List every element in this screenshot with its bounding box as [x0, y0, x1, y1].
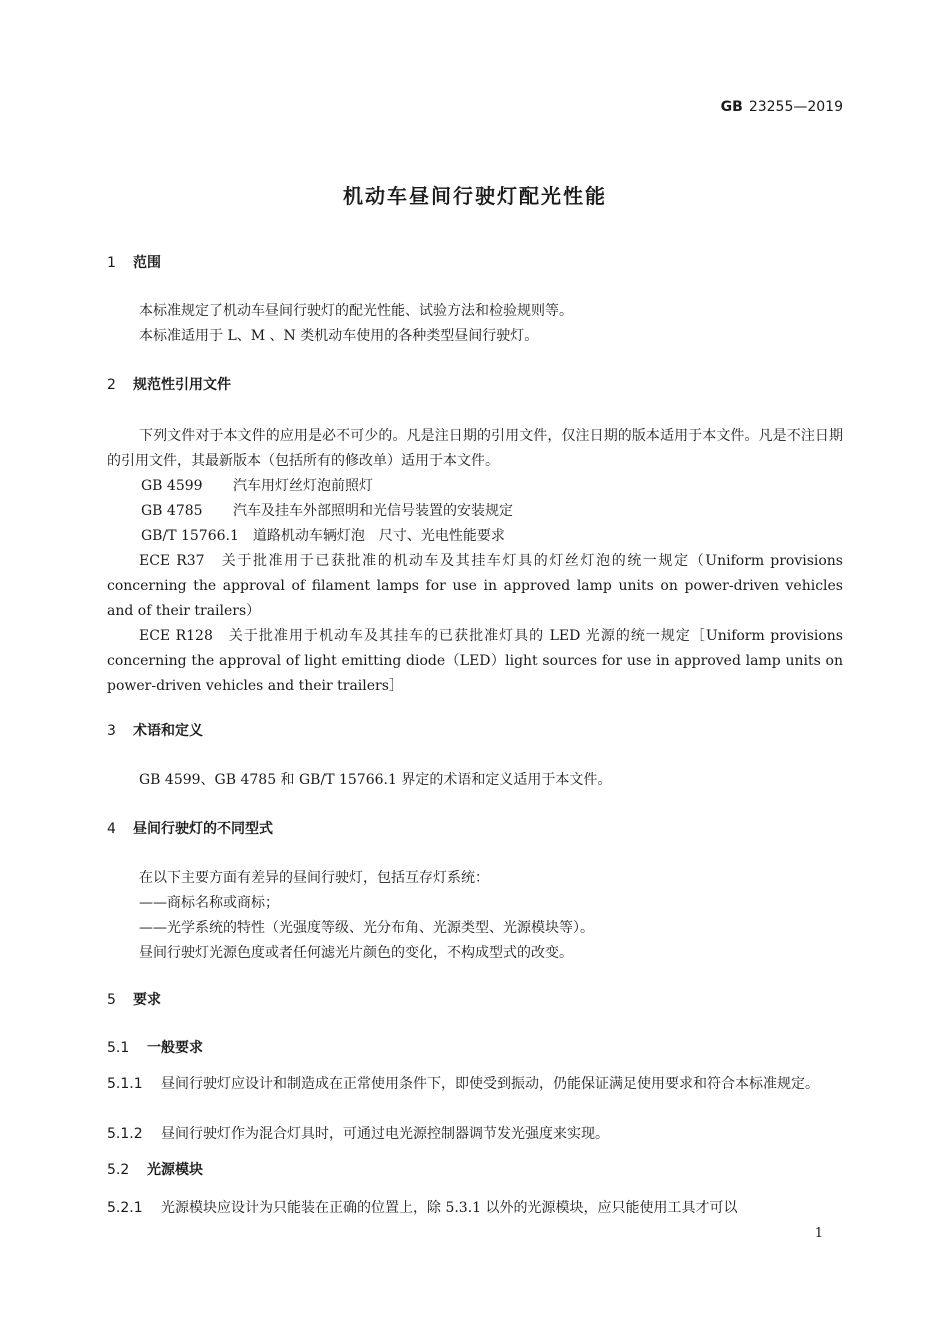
section-4: [107, 817, 843, 841]
section-number: 2: [107, 377, 116, 393]
standard-number: [721, 99, 843, 115]
paragraph: 本标准适用于 L、M 、N 类机动车使用的各种类型昼间行驶灯。: [139, 328, 539, 344]
clause-number: 5.1.1: [107, 1076, 143, 1092]
page-title: 机动车昼间行驶灯配光性能: [343, 184, 607, 208]
section-2: [107, 373, 843, 397]
section-2-body: [107, 424, 843, 699]
section-heading: [107, 719, 843, 743]
reference-code: GB/T 15766.1: [141, 528, 239, 544]
paragraph: 在以下主要方面有差异的昼间行驶灯，包括互存灯系统：: [139, 870, 489, 886]
clause-body: 昼间行驶灯应设计和制造成在正常使用条件下，即使受到振动，仍能保证满足使用要求和符合本标准规定。: [161, 1076, 819, 1092]
reference-code: GB 4599: [141, 478, 203, 494]
clause-number: 5.2.1: [107, 1200, 143, 1216]
list-item: ——商标名称或商标；: [139, 895, 279, 911]
section-heading: [107, 817, 843, 841]
section-1: [107, 251, 843, 275]
paragraph: 昼间行驶灯光源色度或者任何滤光片颜色的变化，不构成型式的改变。: [139, 945, 573, 961]
section-1-body: [107, 299, 843, 349]
clause-number: 5.1.2: [107, 1126, 143, 1142]
section-3-body: [107, 768, 843, 793]
subsection-number: 5.2: [107, 1162, 130, 1178]
section-title: 昼间行驶灯的不同型式: [133, 821, 273, 837]
paragraph: GB 4599、GB 4785 和 GB/T 15766.1 界定的术语和定义适用于本文件。: [139, 772, 612, 788]
clause-5-2-1: [107, 1196, 843, 1221]
paragraph: 下列文件对于本文件的应用是必不可少的。凡是注日期的引用文件，仅注日期的版本适用于本文件。凡是不注日期的引用文件，其最新版本（包括所有的修改单）适用于本文件。: [107, 428, 843, 469]
section-title: 规范性引用文件: [133, 377, 231, 393]
section-4-body: [107, 866, 843, 966]
section-title: 要求: [133, 992, 161, 1008]
clause-text: [107, 1196, 843, 1221]
reference-ece-r128: ECE R128 关于批准用于机动车及其挂车的已获批准灯具的 LED 光源的统一规定［Uniform provisions concerning the approval of light emitting diode（LED）light sources for use in approved lamp units on power-driven vehicles and their trailers］: [107, 628, 843, 694]
section-heading: [107, 988, 843, 1012]
reference-item: [107, 499, 843, 524]
section-number: 5: [107, 992, 116, 1008]
clause-text: [107, 1072, 843, 1097]
reference-item: [107, 524, 843, 549]
clause-text: [107, 1122, 843, 1147]
standard-code: 23255—2019: [748, 99, 843, 115]
clause-body: 昼间行驶灯作为混合灯具时，可通过电光源控制器调节发光强度来实现。: [161, 1126, 609, 1142]
section-3: [107, 719, 843, 743]
standard-prefix: GB: [720, 99, 743, 115]
section-heading: [107, 373, 843, 397]
clause-5-1-1: [107, 1072, 843, 1097]
clause-5-1-2: [107, 1122, 843, 1147]
subsection-number: 5.1: [107, 1040, 130, 1056]
section-number: 1: [107, 255, 116, 271]
reference-code: GB 4785: [141, 503, 203, 519]
subsection-title: 光源模块: [147, 1162, 203, 1178]
paragraph: 本标准规定了机动车昼间行驶灯的配光性能、试验方法和检验规则等。: [139, 303, 573, 319]
reference-title: 汽车用灯丝灯泡前照灯: [233, 478, 373, 494]
reference-ece-r37: ECE R37 关于批准用于已获批准的机动车及其挂车灯具的灯丝灯泡的统一规定（Uniform provisions concerning the approval of filament lamps for use in approved lamp units on power-driven vehicles and of their trailers）: [107, 553, 843, 619]
reference-title: 汽车及挂车外部照明和光信号装置的安装规定: [233, 503, 513, 519]
section-title: 术语和定义: [133, 723, 203, 739]
list-item: ——光学系统的特性（光强度等级、光分布角、光源类型、光源模块等）。: [139, 920, 594, 936]
clause-body: 光源模块应设计为只能装在正确的位置上，除 5.3.1 以外的光源模块，应只能使用工具才可以: [161, 1200, 738, 1216]
subsection-title: 一般要求: [147, 1040, 203, 1056]
section-number: 4: [107, 821, 116, 837]
section-title: 范围: [133, 255, 161, 271]
section-5: [107, 988, 843, 1012]
subsection-heading: [107, 1158, 843, 1182]
subsection-heading: [107, 1036, 843, 1060]
page-number: 1: [814, 1226, 823, 1241]
subsection-5-1: [107, 1036, 843, 1060]
section-heading: [107, 251, 843, 275]
reference-title: 道路机动车辆灯泡 尺寸、光电性能要求: [252, 528, 505, 544]
subsection-5-2: [107, 1158, 843, 1182]
section-number: 3: [107, 723, 116, 739]
reference-item: [107, 474, 843, 499]
